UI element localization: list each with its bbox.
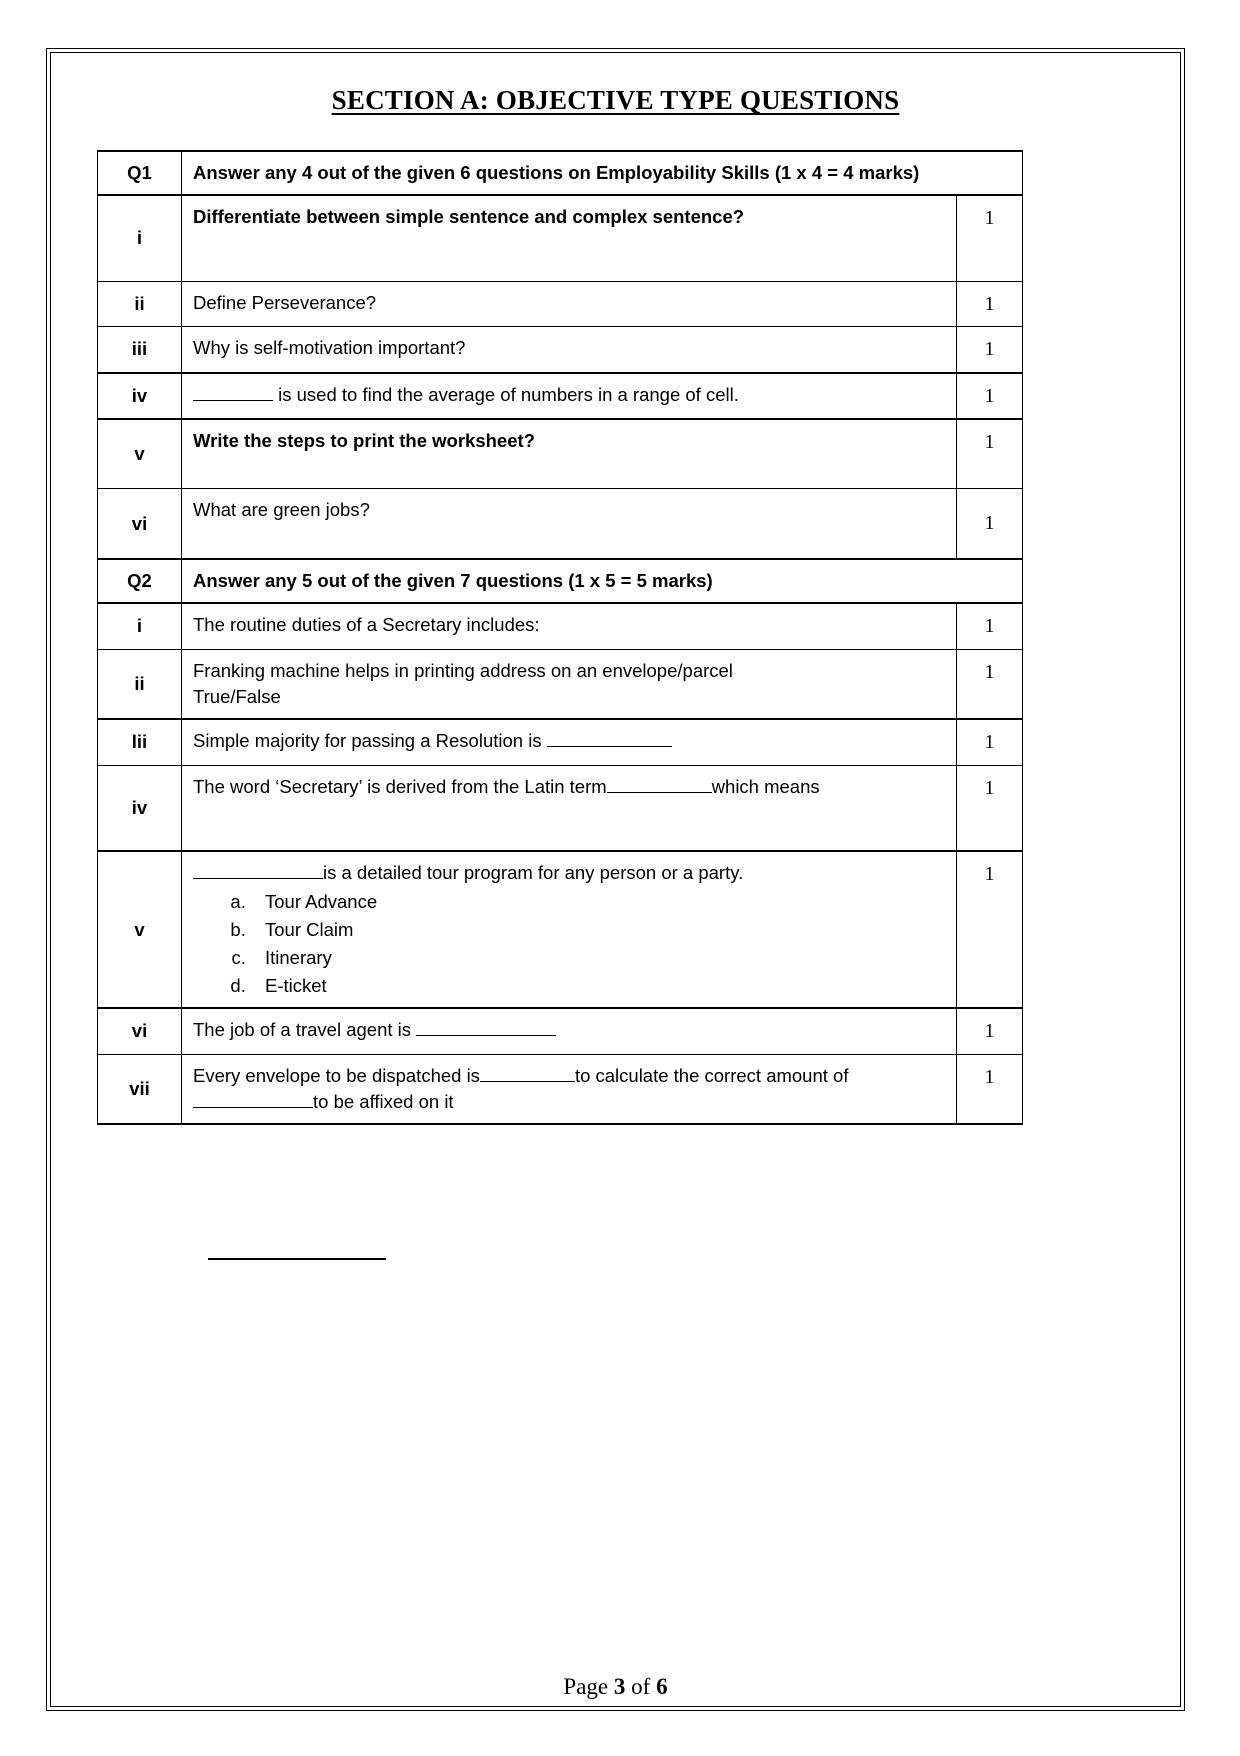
row-question-line2: True/False	[193, 685, 281, 707]
row-question-text-tail2: to be affixed on it	[313, 1090, 454, 1112]
fill-in-blank	[416, 1035, 556, 1036]
option-list	[193, 888, 945, 999]
row-question-text	[182, 649, 957, 719]
footer-prefix: Page	[563, 1674, 614, 1699]
row-question-text-lead: The word ‘Secretary’ is derived from the Latin term	[193, 775, 607, 797]
row-question-text	[182, 851, 957, 1008]
table-row	[98, 489, 1023, 559]
row-numeral: iv	[98, 373, 182, 419]
row-numeral: i	[98, 603, 182, 649]
page-title	[51, 85, 1180, 116]
row-numeral: v	[98, 419, 182, 489]
row-numeral: ii	[98, 281, 182, 326]
row-question-text: Define Perseverance?	[182, 281, 957, 326]
table-row	[98, 851, 1023, 1008]
row-numeral: vi	[98, 1008, 182, 1054]
row-question-text	[182, 1008, 957, 1054]
table-row	[98, 603, 1023, 649]
row-marks: 1	[957, 851, 1023, 1008]
row-question-text-lead: Every envelope to be dispatched is	[193, 1064, 480, 1086]
list-item: c. Itinerary	[251, 944, 945, 972]
table-row	[98, 765, 1023, 851]
table-row	[98, 327, 1023, 373]
row-question-text	[182, 373, 957, 419]
row-question-text-tail: to calculate the correct amount of	[574, 1064, 849, 1086]
table-row	[98, 373, 1023, 419]
question-group-id: Q2	[98, 559, 182, 603]
row-marks: 1	[957, 195, 1023, 281]
row-numeral: iv	[98, 765, 182, 851]
row-question-text-tail: is used to find the average of numbers in a range of cell.	[273, 383, 739, 405]
row-question-line1	[193, 1063, 945, 1089]
fill-in-blank	[193, 878, 323, 879]
table-row	[98, 1008, 1023, 1054]
row-question-text: Differentiate between simple sentence and complex sentence?	[182, 195, 957, 281]
row-numeral: v	[98, 851, 182, 1008]
row-question-text: Why is self-motivation important?	[182, 327, 957, 373]
table-row	[98, 719, 1023, 765]
footer-total-pages: 6	[656, 1674, 668, 1699]
row-question-line2	[193, 1089, 945, 1115]
row-numeral: vi	[98, 489, 182, 559]
list-item: b. Tour Claim	[251, 916, 945, 944]
row-marks: 1	[957, 281, 1023, 326]
row-marks: 1	[957, 765, 1023, 851]
stray-underline	[208, 1258, 386, 1260]
row-marks: 1	[957, 1008, 1023, 1054]
row-question-line1	[193, 860, 945, 886]
row-question-text-tail: which means	[711, 775, 820, 797]
page-content	[51, 85, 1180, 1738]
fill-in-blank	[193, 400, 273, 401]
page-frame	[50, 52, 1181, 1707]
row-marks: 1	[957, 649, 1023, 719]
fill-in-blank	[480, 1081, 575, 1082]
row-numeral: ii	[98, 649, 182, 719]
row-question-text-lead: The job of a travel agent is	[193, 1019, 417, 1041]
row-numeral: vii	[98, 1054, 182, 1124]
row-question-text: The routine duties of a Secretary includes:	[182, 603, 957, 649]
row-question-text	[182, 719, 957, 765]
row-marks: 1	[957, 603, 1023, 649]
row-marks: 1	[957, 419, 1023, 489]
table-row-group-head-q2	[98, 559, 1023, 603]
page-title-text: SECTION A: OBJECTIVE TYPE QUESTIONS	[331, 85, 900, 115]
list-item: d. E-ticket	[251, 972, 945, 1000]
list-item: a. Tour Advance	[251, 888, 945, 916]
footer-current-page: 3	[613, 1674, 626, 1699]
question-group-id: Q1	[98, 151, 182, 195]
questions-table	[97, 150, 1023, 1125]
row-question-text-lead: Simple majority for passing a Resolution is	[193, 730, 547, 752]
row-question-text: What are green jobs?	[182, 489, 957, 559]
row-numeral: lii	[98, 719, 182, 765]
row-question-text	[182, 1054, 957, 1124]
row-question-text	[182, 765, 957, 851]
row-marks: 1	[957, 327, 1023, 373]
row-numeral: iii	[98, 327, 182, 373]
fill-in-blank	[193, 1107, 313, 1108]
row-question-text: Write the steps to print the worksheet?	[182, 419, 957, 489]
row-question-line1: Franking machine helps in printing address on an envelope/parcel	[193, 659, 733, 681]
table-row	[98, 195, 1023, 281]
question-group-heading: Answer any 4 out of the given 6 questions on Employability Skills (1 x 4 = 4 marks)	[182, 151, 1023, 195]
fill-in-blank	[607, 792, 712, 793]
row-marks: 1	[957, 489, 1023, 559]
table-row-group-head-q1	[98, 151, 1023, 195]
row-numeral: i	[98, 195, 182, 281]
row-question-text-tail: is a detailed tour program for any person or a party.	[323, 862, 744, 884]
page-footer	[51, 1674, 1180, 1700]
fill-in-blank	[547, 746, 672, 747]
question-group-heading: Answer any 5 out of the given 7 questions (1 x 5 = 5 marks)	[182, 559, 1023, 603]
table-row	[98, 1054, 1023, 1124]
table-row	[98, 281, 1023, 326]
row-marks: 1	[957, 719, 1023, 765]
table-row	[98, 419, 1023, 489]
table-row	[98, 649, 1023, 719]
row-marks: 1	[957, 373, 1023, 419]
row-marks: 1	[957, 1054, 1023, 1124]
footer-middle: of	[625, 1674, 657, 1699]
